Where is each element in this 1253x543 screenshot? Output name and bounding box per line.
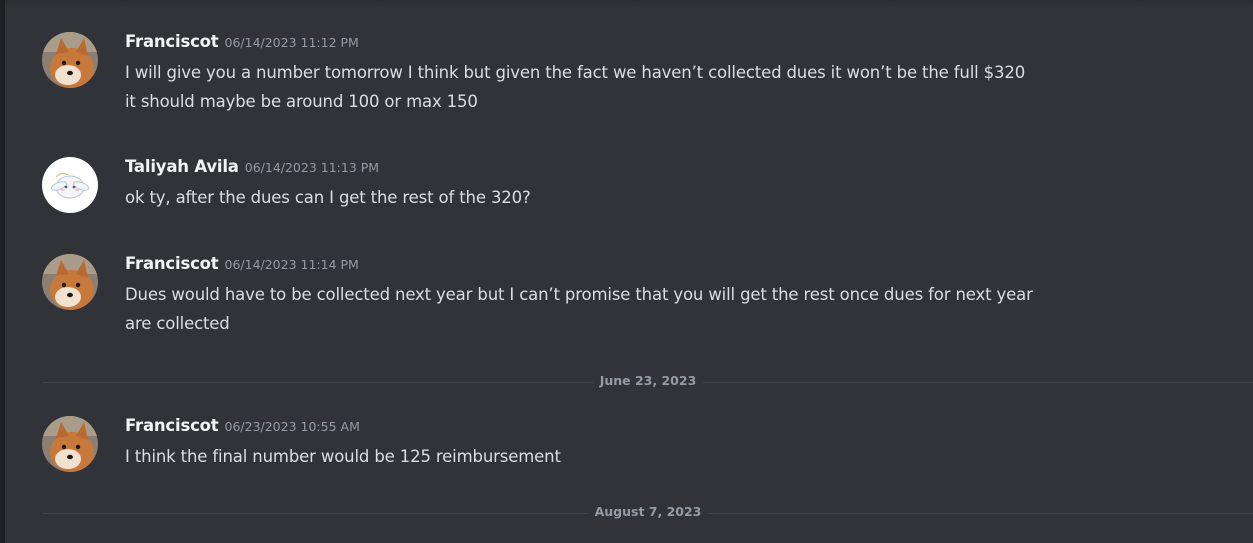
avatar-shiba-icon[interactable] — [42, 416, 98, 472]
message-content — [125, 280, 1235, 338]
message-line: I think the final number would be 125 reimbursement — [125, 447, 561, 466]
message-line: I will give you a number tomorrow I think but given the fact we haven’t collected dues it won’t be the full $320 — [125, 63, 1026, 82]
scroll-fade — [5, 0, 1253, 8]
date-divider-label: August 7, 2023 — [589, 504, 708, 519]
avatar-cinnamoroll-icon[interactable] — [42, 157, 98, 213]
message-line: Dues would have to be collected next year but I can’t promise that you will get the rest once dues for next year — [125, 285, 1033, 304]
author-name[interactable]: Franciscot — [125, 32, 219, 51]
date-divider — [43, 372, 1253, 392]
message — [5, 254, 1253, 344]
author-name[interactable]: Taliyah Avila — [125, 157, 239, 176]
message-header — [125, 157, 379, 176]
avatar-shiba-icon[interactable] — [42, 32, 98, 88]
message-line: it should maybe be around 100 or max 150 — [125, 92, 478, 111]
message-content — [125, 442, 1235, 471]
timestamp[interactable]: 06/14/2023 11:14 PM — [224, 257, 359, 272]
timestamp[interactable]: 06/14/2023 11:13 PM — [244, 160, 380, 175]
message-list — [5, 0, 1253, 543]
message-line: ok ty, after the dues can I get the rest of the 320? — [125, 188, 531, 207]
message-header — [125, 32, 359, 51]
message-header — [125, 416, 360, 435]
message — [5, 157, 1253, 217]
author-name[interactable]: Franciscot — [125, 254, 219, 273]
timestamp[interactable]: 06/23/2023 10:55 AM — [224, 419, 360, 434]
message — [5, 416, 1253, 476]
author-name[interactable]: Franciscot — [125, 416, 219, 435]
message — [5, 32, 1253, 122]
timestamp[interactable]: 06/14/2023 11:12 PM — [224, 35, 359, 50]
message-content — [125, 58, 1235, 116]
message-header — [125, 254, 359, 273]
date-divider-label: June 23, 2023 — [594, 373, 703, 388]
message-line: are collected — [125, 314, 230, 333]
avatar-shiba-icon[interactable] — [42, 254, 98, 310]
date-divider — [43, 503, 1253, 523]
message-content — [125, 183, 1235, 212]
